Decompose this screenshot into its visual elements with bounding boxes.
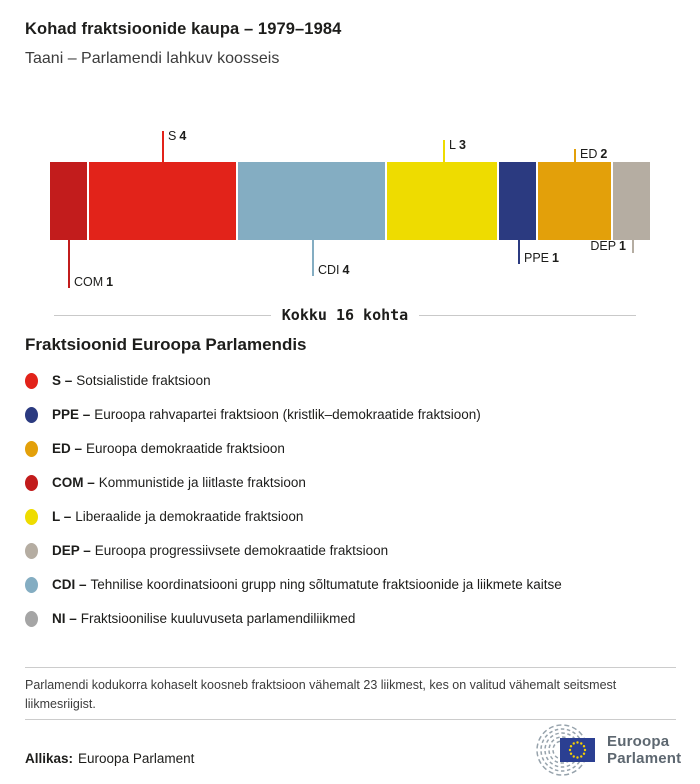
callout-label: COM 1 bbox=[74, 275, 114, 289]
callout-label: PPE 1 bbox=[524, 251, 559, 265]
legend-item-label: L – Liberaalide ja demokraatide fraktsioon bbox=[52, 508, 304, 524]
divider-line-right bbox=[419, 315, 636, 316]
legend-item-cdi bbox=[25, 568, 680, 602]
footer-divider-top bbox=[25, 667, 676, 668]
legend-dot-icon bbox=[25, 407, 38, 423]
seat-bar bbox=[50, 162, 650, 240]
bar-segment-l bbox=[387, 162, 497, 240]
logo-wordmark bbox=[607, 733, 681, 768]
logo-line1: Euroopa bbox=[607, 732, 670, 750]
source-label: Allikas: bbox=[25, 751, 74, 766]
legend-item-label: CDI – Tehnilise koordinatsiooni grupp ning sõltumatute fraktsioonide ja liikmete kaitse bbox=[52, 576, 562, 592]
divider-line-left bbox=[54, 315, 271, 316]
legend-dot-icon bbox=[25, 509, 38, 525]
source-line bbox=[25, 751, 194, 766]
bar-segment-s bbox=[89, 162, 236, 240]
callout-label: CDI 4 bbox=[318, 263, 350, 277]
page-subtitle: Taani – Parlamendi lahkuv koosseis bbox=[25, 50, 280, 67]
footnote-text: Parlamendi kodukorra kohaselt koosneb fraktsioon vähemalt 23 liikmest, kes on valitud vähemalt seitsmest liikmesriigist. bbox=[25, 678, 617, 712]
total-seats-divider bbox=[54, 306, 636, 324]
callout-label: S 4 bbox=[168, 129, 187, 143]
bar-segment-cdi bbox=[238, 162, 385, 240]
bar-segment-ed bbox=[538, 162, 612, 240]
legend-dot-icon bbox=[25, 475, 38, 491]
callout-tick bbox=[162, 131, 164, 162]
callout-tick bbox=[443, 140, 445, 162]
source-value: Euroopa Parlament bbox=[78, 751, 195, 766]
legend-item-label: ED – Euroopa demokraatide fraktsioon bbox=[52, 440, 285, 456]
legend-item-ppe bbox=[25, 398, 680, 432]
total-seats-label: Kokku 16 kohta bbox=[281, 306, 409, 324]
hemicycle-flag-icon bbox=[524, 724, 598, 776]
legend-item-label: PPE – Euroopa rahvapartei fraktsioon (kristlik–demokraatide fraktsioon) bbox=[52, 406, 481, 422]
legend-heading: Fraktsioonid Euroopa Parlamendis bbox=[25, 335, 307, 354]
legend-item-dep bbox=[25, 534, 680, 568]
callout-tick bbox=[68, 240, 70, 288]
legend-dot-icon bbox=[25, 441, 38, 457]
legend bbox=[25, 364, 680, 636]
logo-line2: Parlament bbox=[607, 750, 682, 767]
legend-item-com bbox=[25, 466, 680, 500]
legend-item-label: S – Sotsialistide fraktsioon bbox=[52, 372, 211, 388]
bar-segment-ppe bbox=[499, 162, 536, 240]
legend-dot-icon bbox=[25, 373, 38, 389]
page-title: Kohad fraktsioonide kaupa – 1979–1984 bbox=[25, 20, 342, 38]
legend-item-label: COM – Kommunistide ja liitlaste fraktsioon bbox=[52, 474, 306, 490]
legend-item-ni bbox=[25, 602, 680, 636]
legend-item-l bbox=[25, 500, 680, 534]
legend-dot-icon bbox=[25, 577, 38, 593]
legend-dot-icon bbox=[25, 611, 38, 627]
callout-tick bbox=[518, 240, 520, 264]
footer-divider-bottom bbox=[25, 719, 676, 720]
callout-tick bbox=[574, 149, 576, 162]
legend-item-s bbox=[25, 364, 680, 398]
bar-segment-com bbox=[50, 162, 87, 240]
callout-label: DEP 1 bbox=[590, 239, 626, 253]
legend-dot-icon bbox=[25, 543, 38, 559]
legend-item-ed bbox=[25, 432, 680, 466]
bar-segment-dep bbox=[613, 162, 650, 240]
legend-item-label: DEP – Euroopa progressiivsete demokraatide fraktsioon bbox=[52, 542, 389, 558]
callout-tick bbox=[632, 240, 634, 253]
european-parliament-logo bbox=[524, 724, 681, 776]
legend-item-label: NI – Fraktsioonilise kuuluvuseta parlamendiliikmed bbox=[52, 610, 356, 626]
callout-tick bbox=[312, 240, 314, 276]
callout-label: ED 2 bbox=[580, 147, 608, 161]
callout-label: L 3 bbox=[449, 138, 466, 152]
